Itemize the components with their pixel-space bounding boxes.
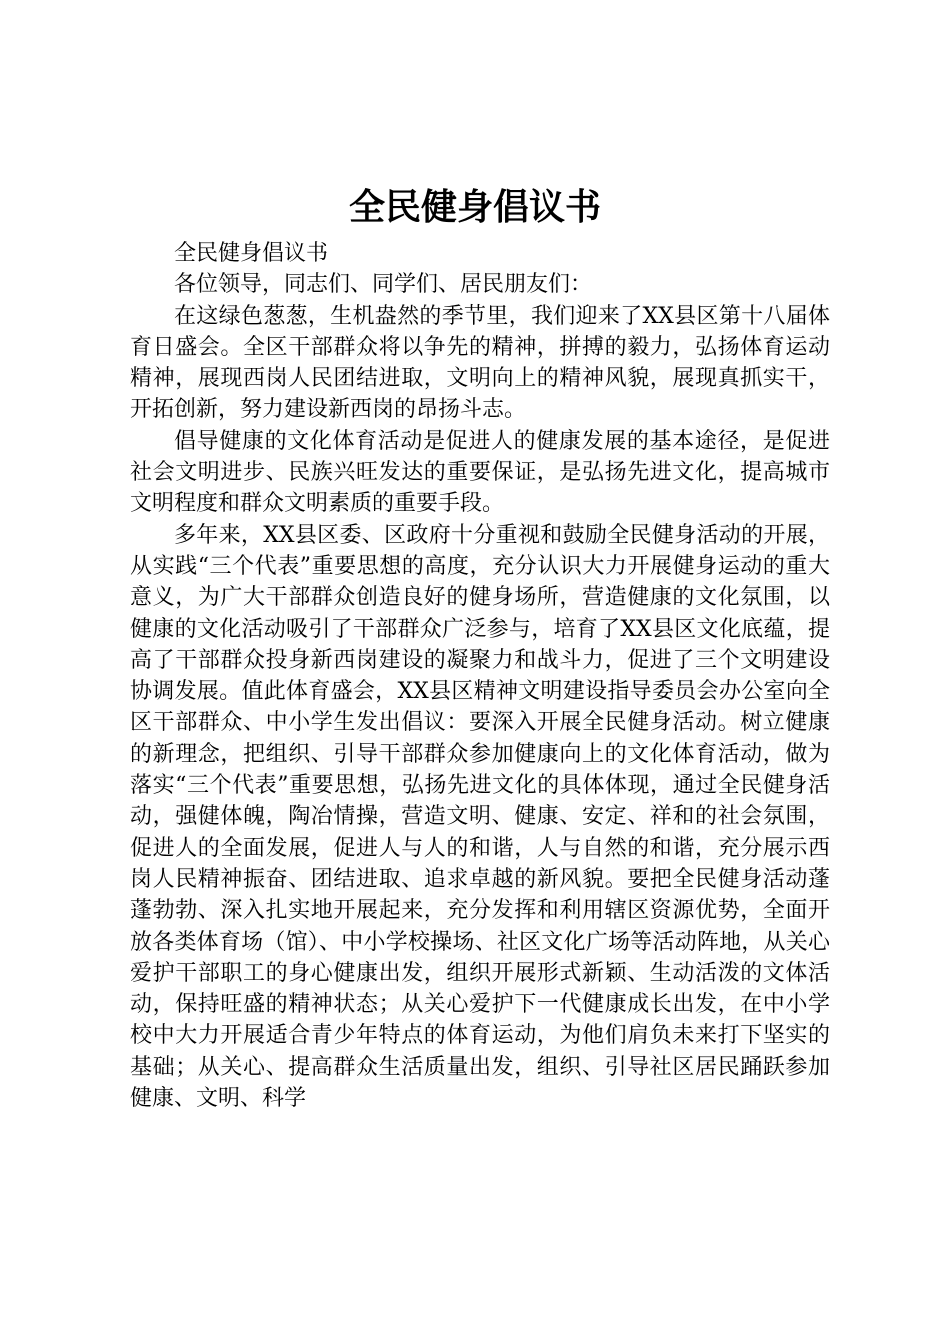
paragraph-heading: 全民健身倡议书 (174, 241, 329, 266)
paragraph-purpose: 倡导健康的文化体育活动是促进人的健康发展的基本途径，是促进社会文明进步、民族兴旺发达的重要保证，是弘扬先进文化，提高城市文明程度和群众文明素质的重要手段。 (130, 428, 830, 517)
document-title: 全民健身倡议书 (348, 187, 601, 228)
paragraph-salutation: 各位领导，同志们、同学们、居民朋友们： (174, 272, 593, 298)
paragraph-intro: 在这绿色葱葱，生机盎然的季节里，我们迎来了XX县区第十八届体育日盛会。全区干部群众将以争先的精神，拼搏的毅力，弘扬体育运动精神，展现西岗人民团结进取，文明向上的精神风貌，展现真抓实干，开拓创新，努力建设新西岗的昂扬斗志。 (130, 303, 830, 423)
document-body (130, 238, 830, 1114)
paragraph-initiative: 多年来，XX县区委、区政府十分重视和鼓励全民健身活动的开展，从实践“三个代表”重要思想的高度，充分认识大力开展健身运动的重大意义，为广大干部群众创造良好的健身场所，营造健康的文化氛围，以健康的文化活动吸引了干部群众广泛参与，培育了XX县区文化底蕴，提高了干部群众投身新西岗建设的凝聚力和战斗力，促进了三个文明建设协调发展。值此体育盛会，XX县区精神文明建设指导委员会办公室向全区干部群众、中小学生发出倡议：要深入开展全民健身活动。树立健康的新理念，把组织、引导干部群众参加健康向上的文化体育活动，做为落实“三个代表”重要思想，弘扬先进文化的具体体现，通过全民健身活动，强健体魄，陶冶情操，营造文明、健康、安定、祥和的社会氛围，促进人的全面发展，促进人与人的和谐，人与自然的和谐，充分展示西岗人民精神振奋、团结进取、追求卓越的新风貌。要把全民健身活动蓬蓬勃勃、深入扎实地开展起来，充分发挥和利用辖区资源优势，全面开放各类体育场（馆）、中小学校操场、社区文化广场等活动阵地，从关心爱护干部职工的身心健康出发，组织开展形式新颖、生动活泼的文体活动，保持旺盛的精神状态；从关心爱护下一代健康成长出发，在中小学校中大力开展适合青少年特点的体育运动，为他们肩负未来打下坚实的基础；从关心、提高群众生活质量出发，组织、引导社区居民踊跃参加健康、文明、科学 (130, 522, 830, 1112)
